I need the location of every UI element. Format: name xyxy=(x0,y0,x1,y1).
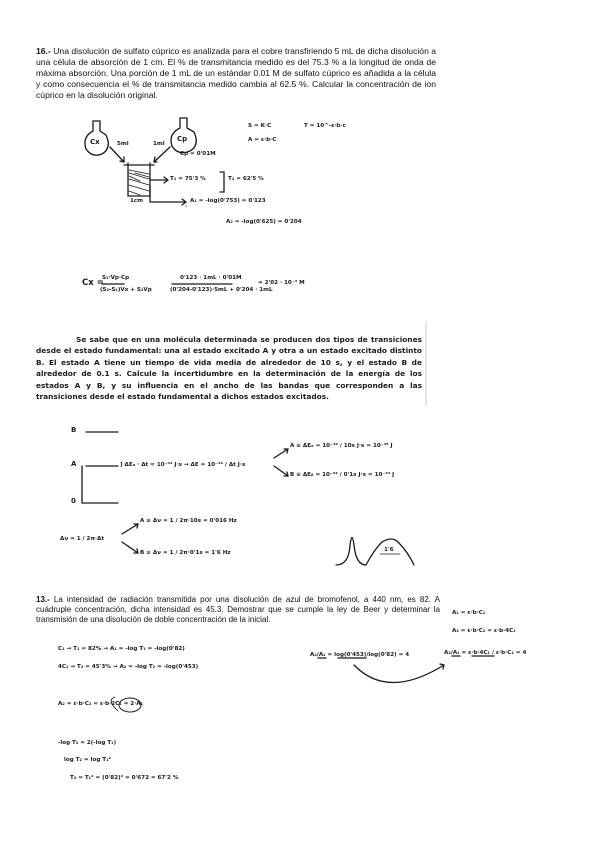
cp-value: Cp = 0'01M xyxy=(180,151,216,157)
q2-text: Se sabe que en una molécula determinada se producen dos tipos de transiciones desde el estado fundamental: una al estado excitado A y otra a un estado excitado distinto B. El estado A tiene un tiempo de vida media de alrededor de 10 s, y el estado B de alrededor de 0.1 s. Calcule la incertidumbre en la determinación de la energía de los estados A y B, y su influencia en el ancho de las bandas que corresponden a las transiciones desde el estado fundamental a dichos estados excitados. xyxy=(36,335,422,402)
a2-double: A₂ = ε·b·C₂ = ε·b·2C₁ = 2·A₁ xyxy=(58,701,144,707)
c1-transmittance: C₁ → T₁ = 82% → A₁ = -log T₁ = -log(0'82) xyxy=(58,646,185,652)
level-a-label: A xyxy=(71,460,77,468)
t1-value: T₁ = 75'3 % xyxy=(170,176,206,182)
cx-lhs: Cx = xyxy=(82,278,104,288)
level-0-label: 0 xyxy=(71,497,76,505)
q13-number: 13.- xyxy=(36,595,50,604)
t-equation: T = 10^-ε·b·c xyxy=(304,123,346,129)
flask-cx-label: Cx xyxy=(90,138,100,146)
a-equation: A = ε·b·C xyxy=(248,137,277,143)
cx-numerator: S₁·Vp·Cp xyxy=(102,275,130,281)
t2-value: T₂ = 62'5 % xyxy=(228,176,264,182)
q2-statement xyxy=(36,334,422,402)
frequency-b: B ≡ Δν = 1 / 2π·0'1s = 1'6 Hz xyxy=(140,550,231,556)
q16-statement xyxy=(36,46,436,101)
c4-transmittance: 4C₁ → T₂ = 45'3% → A₂ = -log T₂ = -log(0'453) xyxy=(58,664,199,670)
flask-cp-label: Cp xyxy=(177,135,188,143)
narrow-band-icon xyxy=(336,538,366,566)
cx-result: = 2'02 · 10⁻³ M xyxy=(258,280,305,286)
level-b-label: B xyxy=(71,426,77,434)
frequency-width: Δν = 1 / 2π·Δt xyxy=(60,536,104,542)
q16-text: Una disolución de sulfato cúprico es analizada para el cobre transfiriendo 5 mL de dicha disolución a una célula de absorción de 1 cm. El % de transmitancia medido es del 75.3 % a la longitud de onda de máxima absorción. Una porción de 1 mL de un estándar 0.01 M de sulfato cúprico es añadida a la célula y como consecuencia el % de transmitancia medido cambia al 62.5 %. Calcular la concentración de ion cúprico en la disolución original. xyxy=(36,46,437,100)
cx-denominator: (S₂-S₁)Vx + S₂Vp xyxy=(100,287,152,293)
q13-text: La intensidad de radiación transmitida por una disolución de azul de bromofenol, a 440 nm, es 82. A cuádruple concentración, dicha intensidad es 45.3. Demostrar que se cumple la ley de Beer y determinar la transmisión de una disolución de doble concentración de la inicial. xyxy=(36,595,440,624)
a1-beer-law: A₁ = ε·b·C₁ xyxy=(452,610,486,616)
s-equation: S = K·C xyxy=(248,123,272,129)
frequency-a: A ≡ Δν = 1 / 2π·10s = 0'016 Hz xyxy=(140,518,237,524)
energy-b: B ≡ ΔEᵦ = 10⁻³⁴ / 0'1s J·s = 10⁻³³ J xyxy=(290,472,395,478)
arrow-5ml-label: 5ml xyxy=(117,141,129,147)
cx-numerator-values: 0'123 · 1mL · 0'01M xyxy=(180,275,242,281)
heisenberg-relation: ] ΔEₐ · Δt ≈ 10⁻³⁴ J·s → ΔE = 10⁻³⁴ / Δt J·s xyxy=(120,462,246,468)
a2-calculation: A₂ = -log(0'625) = 0'204 xyxy=(226,219,302,225)
a2-beer-law: A₂ = ε·b·C₂ = ε·b·4C₁ xyxy=(452,628,516,634)
log-step-1: -log T₂ = 2(-log T₁) xyxy=(58,740,117,746)
cx-denominator-values: (0'204-0'123)·5mL + 0'204 · 1mL xyxy=(170,287,273,293)
arrow-1ml-label: 1ml xyxy=(153,141,165,147)
band-label: 1'6 xyxy=(384,547,394,553)
a1-calculation: A₁ = -log(0'753) = 0'123 xyxy=(190,198,266,204)
ratio-measured: A₂/A₁ = log(0'453)/log(0'82) = 4 xyxy=(310,652,410,658)
final-transmittance: T₂ = T₁² = (0'82)² = 0'672 = 67'2 % xyxy=(70,775,179,781)
energy-a: A ≡ ΔEₐ = 10⁻³⁴ / 10s J·s = 10⁻³⁵ J xyxy=(290,443,393,449)
q13-statement xyxy=(36,595,440,625)
cell-width-label: 1cm xyxy=(130,198,144,204)
ratio-theory: A₂/A₁ = ε·b·4C₁ / ε·b·C₁ = 4 xyxy=(444,650,527,656)
log-step-2: log T₂ = log T₁² xyxy=(64,757,111,763)
q16-number: 16.- xyxy=(36,46,51,56)
